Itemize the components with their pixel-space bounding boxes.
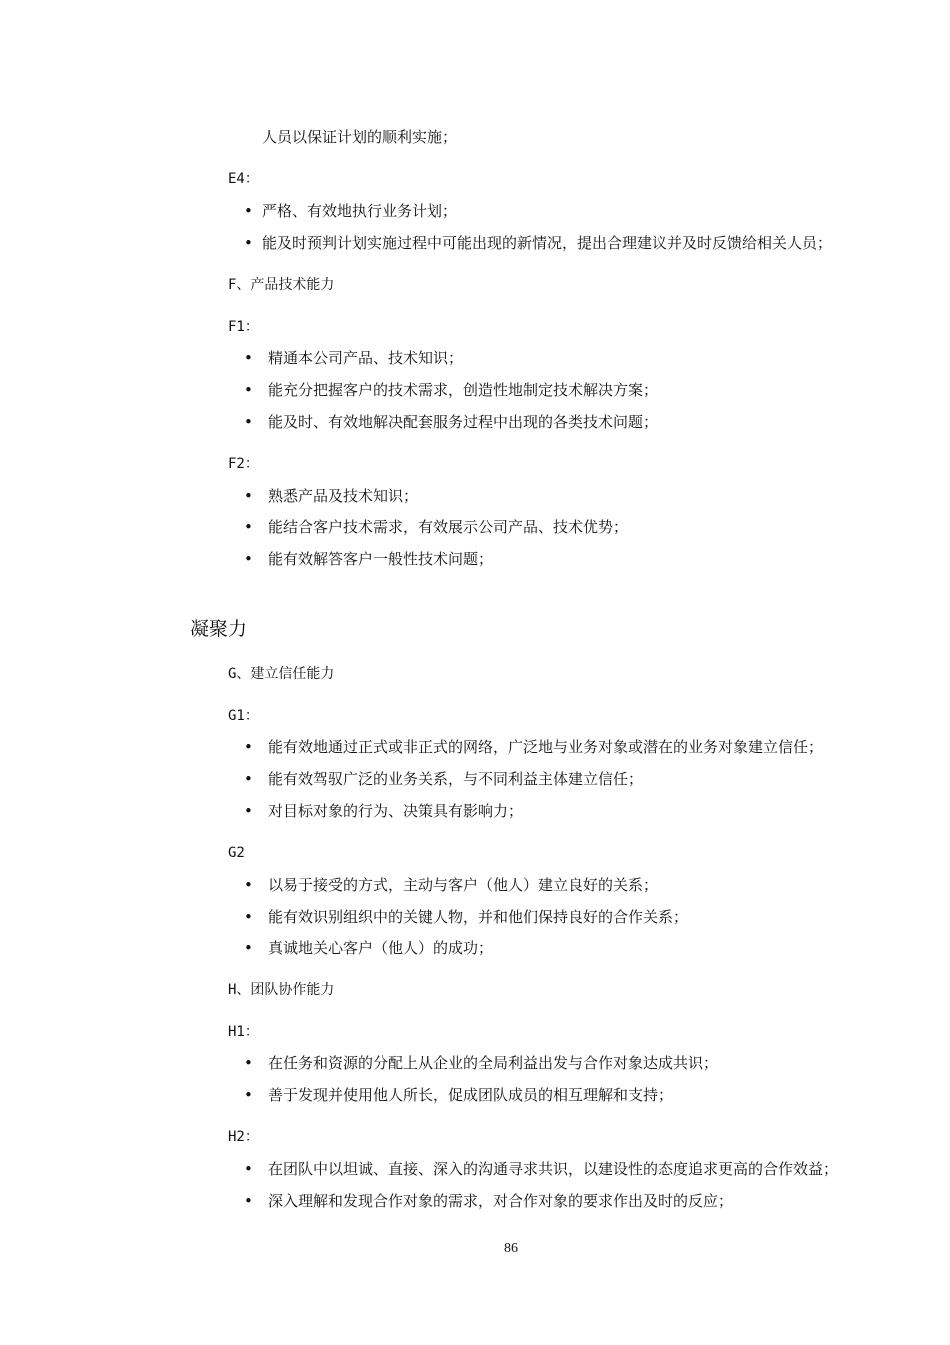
bullet-icon: •	[244, 518, 253, 536]
g1-label: G1：	[228, 708, 259, 724]
bullet-icon: •	[244, 770, 253, 788]
e4-label: E4：	[228, 171, 259, 187]
list-item: 熟悉产品及技术知识；	[268, 487, 419, 505]
bullet-icon: •	[244, 413, 253, 431]
bullet-icon: •	[244, 908, 253, 926]
list-item: 以易于接受的方式，主动与客户（他人）建立良好的关系；	[268, 876, 659, 894]
bullet-icon: •	[244, 802, 253, 820]
list-item: 能及时预判计划实施过程中可能出现的新情况，提出合理建议并及时反馈给相关人员；	[262, 234, 833, 252]
list-item: 能有效驾驭广泛的业务关系，与不同利益主体建立信任；	[268, 770, 644, 788]
bullet-icon: •	[244, 939, 253, 957]
bullet-icon: •	[244, 234, 253, 252]
g2-label: G2	[228, 845, 245, 861]
bullet-icon: •	[244, 1054, 253, 1072]
bullet-icon: •	[244, 349, 253, 367]
list-item: 真诚地关心客户（他人）的成功；	[268, 939, 494, 957]
list-item: 能结合客户技术需求，有效展示公司产品、技术优势；	[268, 518, 629, 536]
list-item: 在团队中以坦诚、直接、深入的沟通寻求共识，以建设性的态度追求更高的合作效益；	[268, 1160, 839, 1178]
bullet-icon: •	[244, 738, 253, 756]
bullet-icon: •	[244, 1160, 253, 1178]
h2-label: H2：	[228, 1129, 259, 1145]
page-number: 86	[504, 1241, 518, 1256]
section-h-title: H、团队协作能力	[228, 982, 335, 998]
bullet-icon: •	[244, 202, 253, 220]
list-item: 能及时、有效地解决配套服务过程中出现的各类技术问题；	[268, 413, 659, 431]
list-item: 能有效地通过正式或非正式的网络，广泛地与业务对象或潜在的业务对象建立信任；	[268, 738, 824, 756]
f2-label: F2：	[228, 456, 259, 472]
bullet-icon: •	[244, 381, 253, 399]
list-item: 能有效解答客户一般性技术问题；	[268, 550, 494, 568]
list-item: 对目标对象的行为、决策具有影响力；	[268, 802, 524, 820]
list-item: 深入理解和发现合作对象的需求，对合作对象的要求作出及时的反应；	[268, 1192, 734, 1210]
list-item: 在任务和资源的分配上从企业的全局利益出发与合作对象达成共识；	[268, 1054, 719, 1072]
list-item: 能有效识别组织中的关键人物，并和他们保持良好的合作关系；	[268, 908, 689, 926]
continuation-text: 人员以保证计划的顺利实施；	[262, 128, 458, 146]
list-item: 严格、有效地执行业务计划；	[262, 202, 458, 220]
list-item: 善于发现并使用他人所长，促成团队成员的相互理解和支持；	[268, 1086, 674, 1104]
bullet-icon: •	[244, 876, 253, 894]
bullet-icon: •	[244, 487, 253, 505]
section-heading: 凝聚力	[190, 618, 248, 640]
f1-label: F1：	[228, 319, 259, 335]
list-item: 能充分把握客户的技术需求，创造性地制定技术解决方案；	[268, 381, 659, 399]
section-f-title: F、产品技术能力	[228, 277, 335, 293]
section-g-title: G、建立信任能力	[228, 666, 335, 682]
list-item: 精通本公司产品、技术知识；	[268, 349, 464, 367]
bullet-icon: •	[244, 1192, 253, 1210]
bullet-icon: •	[244, 550, 253, 568]
h1-label: H1：	[228, 1024, 259, 1040]
bullet-icon: •	[244, 1086, 253, 1104]
